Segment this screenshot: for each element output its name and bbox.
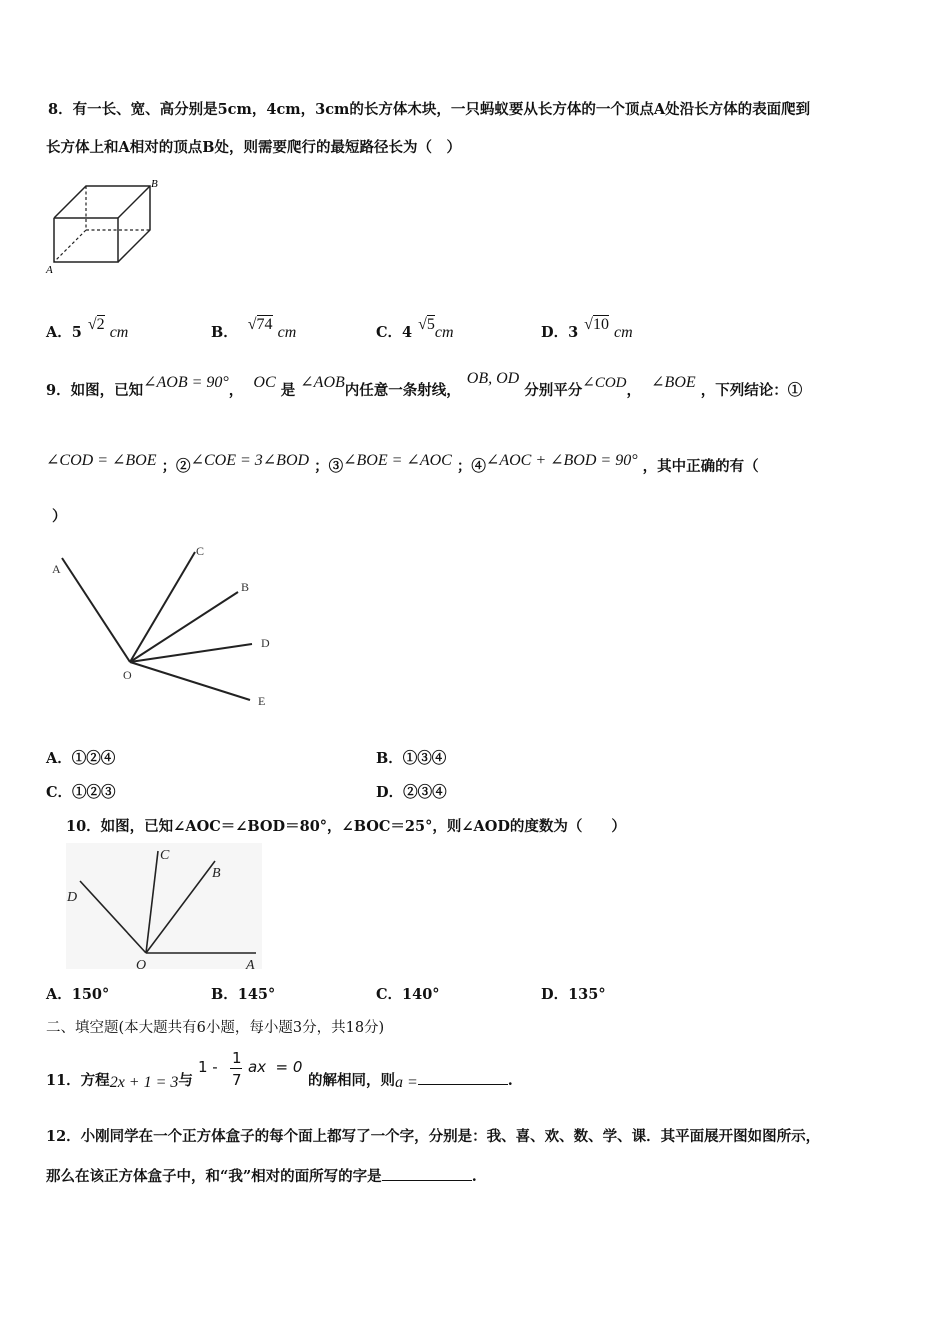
- q10-label-d: D: [67, 890, 78, 905]
- q10-option-d: D．135°: [541, 986, 606, 1003]
- q9-math: ∠BOE: [651, 374, 696, 391]
- q11-fraction-numerator: 1: [231, 1049, 242, 1067]
- q9-option-b: B．①③④: [376, 750, 447, 767]
- q9-math: OB, OD: [466, 370, 520, 387]
- q9-option-a: A．①②④: [46, 750, 116, 767]
- q12-answer-blank[interactable]: [382, 1168, 472, 1181]
- q9-text: ；②: [161, 458, 191, 475]
- q8-vertex-a: A: [46, 264, 53, 276]
- q8-option-c: C．4 √5cm: [376, 316, 454, 341]
- q9-line-3: ）: [52, 508, 67, 525]
- q9-text: 9．如图，已知: [46, 382, 144, 399]
- q9-label-a: A: [52, 562, 61, 576]
- q8-line-1: 8．有一长、宽、高分别是5cm，4cm，3cm的长方体木块，一只蚂蚁要从长方体的一个顶点A处沿长方体的表面爬到: [48, 101, 811, 118]
- q11-equation-2: [197, 1049, 308, 1089]
- q9-line-1: [46, 370, 803, 399]
- q11-variable: a =: [394, 1074, 418, 1091]
- q9-text: ；③: [314, 458, 344, 475]
- q9-label-e: E: [258, 694, 266, 708]
- q12-line-1: 12．小刚同学在一个正方体盒子的每个面上都写了一个字，分别是：我、喜、欢、数、学、课．其平面展开图如图所示，: [46, 1128, 821, 1145]
- q10-option-c: C．140°: [376, 986, 440, 1003]
- q8-option-a-radicand: 2: [96, 316, 105, 333]
- q12-line-2: [46, 1168, 477, 1185]
- q9-statement-4: ∠AOC + ∠BOD = 90°: [485, 452, 638, 469]
- q9-text: ，其中正确的有（: [642, 458, 759, 475]
- q8-option-c-label: C．4: [376, 324, 413, 341]
- q8-option-a-unit: cm: [109, 324, 129, 341]
- q11-fraction-denominator: 7: [231, 1071, 242, 1089]
- q11-eq2-left: 1 -: [197, 1058, 218, 1076]
- q10-label-o: O: [136, 958, 147, 973]
- q9-text: ，: [626, 382, 642, 399]
- q11-line: [46, 1049, 513, 1091]
- q8-option-c-radicand: 5: [426, 316, 435, 333]
- q11-text: 与: [178, 1072, 193, 1089]
- q10-option-b: B．145°: [211, 986, 276, 1003]
- q8-vertex-b: B: [151, 178, 158, 190]
- q11-answer-blank[interactable]: [418, 1072, 508, 1085]
- q9-math: ∠AOB = 90°: [143, 374, 229, 391]
- q11-fraction-bar: [230, 1068, 242, 1069]
- q8-option-c-unit: cm: [434, 324, 454, 341]
- q10-option-a: A．150°: [46, 986, 110, 1003]
- q9-rays-figure: [44, 540, 284, 710]
- q11-equation-1: 2x + 1 = 3: [109, 1074, 179, 1091]
- q11-text: 11．方程: [46, 1072, 110, 1089]
- q9-math: ∠AOB: [300, 374, 345, 391]
- q10-label-c: C: [160, 848, 170, 863]
- q9-statement-1: ∠COD = ∠BOE: [46, 452, 157, 469]
- q10-label-b: B: [212, 866, 221, 881]
- q8-option-a: A．5 √2 cm: [46, 316, 129, 341]
- q9-text: 分别平分: [524, 382, 583, 399]
- q8-option-d: D．3 √10 cm: [541, 316, 633, 341]
- q8-cuboid-figure: [44, 176, 168, 278]
- q10-angles-figure: [66, 843, 262, 973]
- q8-option-d-radicand: 10: [592, 316, 609, 333]
- q9-label-d: D: [261, 636, 270, 650]
- q8-option-b: B． √74 cm: [211, 316, 297, 341]
- q8-option-a-label: A．5: [46, 324, 82, 341]
- q9-text: 内任意一条射线，: [344, 382, 461, 399]
- q11-text: .: [507, 1072, 513, 1089]
- q12-text: .: [471, 1168, 477, 1185]
- q9-text: ；④: [456, 458, 486, 475]
- q9-line-2: [46, 452, 759, 475]
- q9-text: 是: [280, 382, 296, 399]
- q9-math: ∠COD: [582, 375, 627, 391]
- q9-statement-2: ∠COE = 3∠BOD: [190, 452, 310, 469]
- q8-line-2: 长方体上和A相对的顶点B处，则需要爬行的最短路径长为（ ）: [46, 139, 462, 156]
- q10-question: 10．如图，已知∠AOC＝∠BOD＝80°，∠BOC＝25°，则∠AOD的度数为（ ）: [66, 818, 626, 835]
- q11-eq2-right: ax = 0: [247, 1058, 303, 1076]
- q9-statement-3: ∠BOE = ∠AOC: [343, 452, 452, 469]
- section-2-heading: 二、填空题(本大题共有6小题，每小题3分，共18分): [46, 1020, 385, 1036]
- q8-option-b-label: B．: [211, 324, 238, 341]
- q9-math: OC: [253, 374, 276, 391]
- q9-text: ，: [228, 382, 244, 399]
- q8-option-d-label: D．3: [541, 324, 579, 341]
- q9-text: ，下列结论：①: [700, 382, 803, 399]
- q12-text: 那么在该正方体盒子中，和“我”相对的面所写的字是: [46, 1168, 382, 1185]
- q8-option-d-unit: cm: [614, 324, 633, 341]
- q11-text: 的解相同，则: [307, 1072, 395, 1089]
- q8-option-b-radicand: 74: [256, 316, 273, 333]
- q8-option-b-unit: cm: [277, 324, 297, 341]
- q10-label-a: A: [246, 958, 255, 973]
- q9-option-c: C．①②③: [46, 784, 116, 801]
- q9-option-d: D．②③④: [376, 784, 447, 801]
- q9-label-b: B: [241, 580, 250, 594]
- q9-label-c: C: [196, 544, 205, 558]
- q9-label-o: O: [123, 668, 132, 682]
